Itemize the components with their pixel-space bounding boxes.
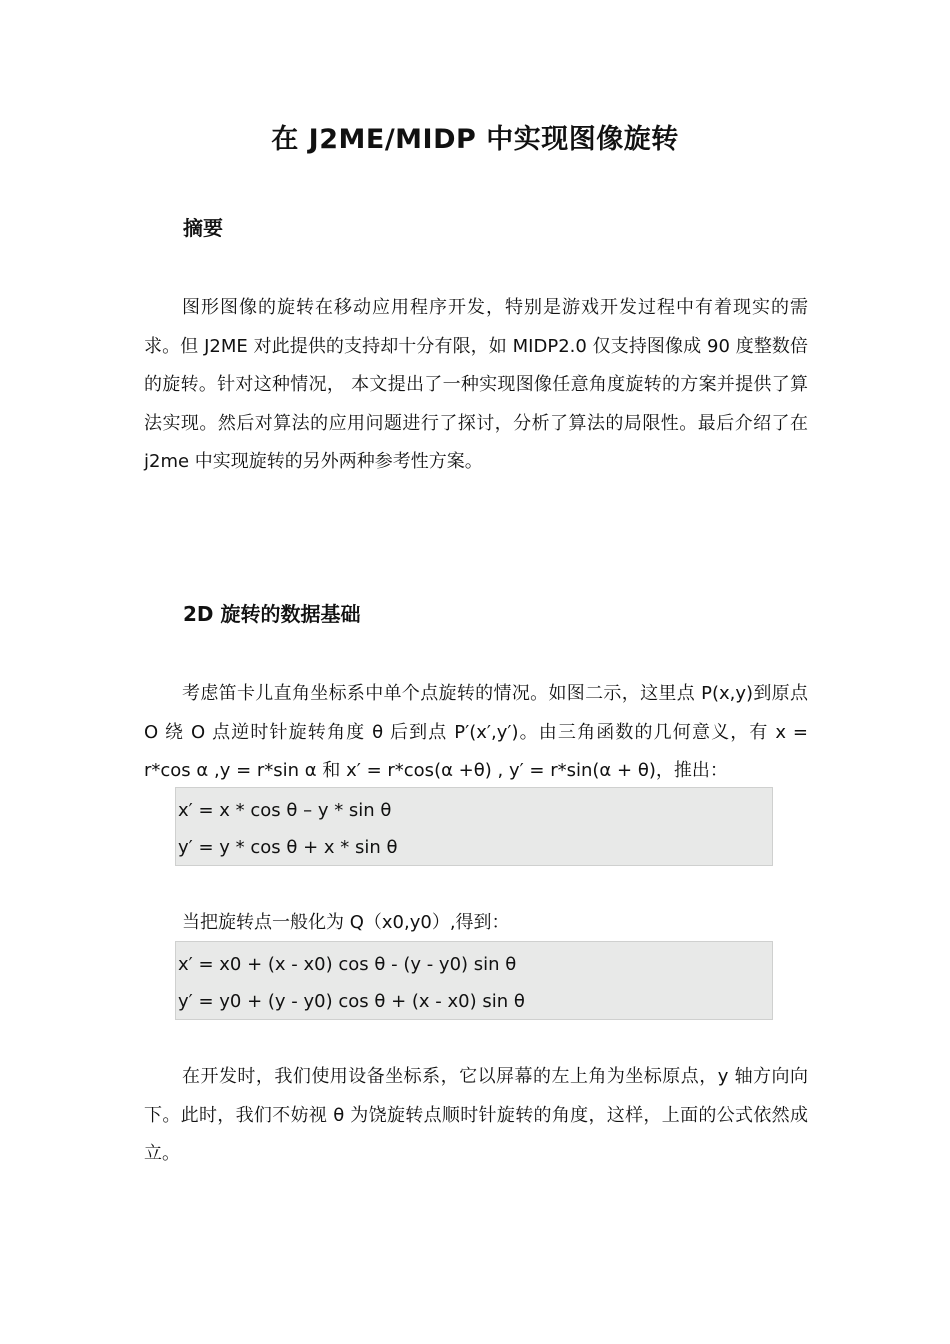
section-heading: 2D 旋转的数据基础 xyxy=(183,602,361,626)
formula-box-2 xyxy=(175,941,773,1020)
formula-box-1 xyxy=(175,787,773,866)
formula-line: y′ = y0 + (y - y0) cos θ + (x - x0) sin θ xyxy=(178,991,525,1012)
formula-line: x′ = x * cos θ – y * sin θ xyxy=(178,800,392,821)
formula-line: x′ = x0 + (x - x0) cos θ - (y - y0) sin θ xyxy=(178,954,517,975)
formula-line: y′ = y * cos θ + x * sin θ xyxy=(178,837,398,858)
body-paragraph-3: 在开发时，我们使用设备坐标系，它以屏幕的左上角为坐标原点，y 轴方向向下。此时，我们不妨视 θ 为饶旋转点顺时针旋转的角度，这样，上面的公式依然成立。 xyxy=(144,1066,808,1164)
body-paragraph-1: 考虑笛卡儿直角坐标系中单个点旋转的情况。如图二示，这里点 P(x,y)到原点 O 绕 O 点逆时针旋转角度 θ 后到点 P′(x′,y′)。由三角函数的几何意义，有 x = r*cos α ,y = r*sin α 和 x′ = r*cos(α +θ) , y′ = r*sin(α + θ)，推出： xyxy=(144,683,808,781)
abstract-heading: 摘要 xyxy=(183,216,223,240)
abstract-paragraph: 图形图像的旋转在移动应用程序开发，特别是游戏开发过程中有着现实的需求。但 J2ME 对此提供的支持却十分有限，如 MIDP2.0 仅支持图像成 90 度整数倍的旋转。针对这种情况， 本文提出了一种实现图像任意角度旋转的方案并提供了算法实现。然后对算法的应用问题进行了探讨，分析了算法的局限性。最后介绍了在 j2me 中实现旋转的另外两种参考性方案。 xyxy=(144,297,808,472)
body-paragraph-2: 当把旋转点一般化为 Q（x0,y0）,得到： xyxy=(182,912,510,933)
document-title: 在 J2ME/MIDP 中实现图像旋转 xyxy=(271,124,679,155)
